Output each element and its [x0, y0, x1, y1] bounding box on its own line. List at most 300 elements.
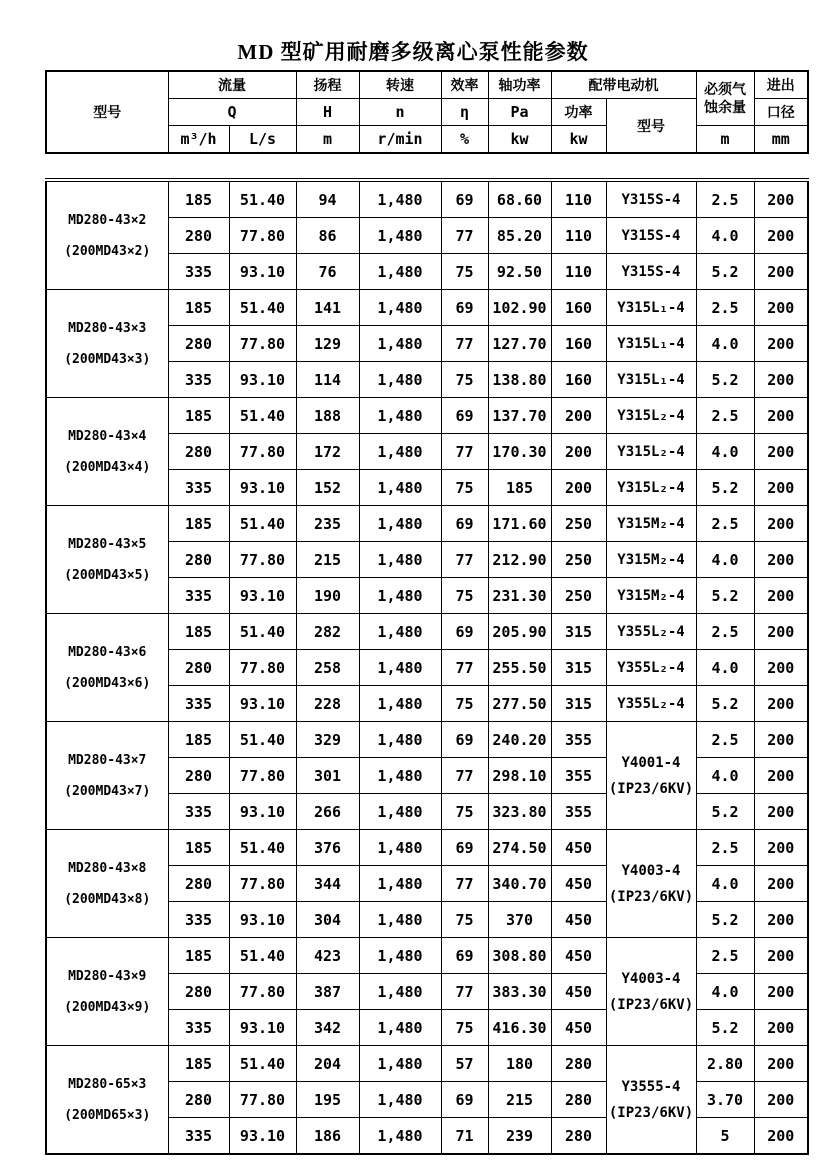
- shaft-power-cell: 239: [488, 1118, 551, 1155]
- flow-ls-cell: 93.10: [229, 1010, 296, 1046]
- head-cell: 266: [296, 794, 359, 830]
- col-header-motor-model: 型号: [606, 99, 696, 154]
- shaft-power-cell: 170.30: [488, 434, 551, 470]
- efficiency-cell: 69: [441, 614, 488, 650]
- efficiency-cell: 75: [441, 902, 488, 938]
- motor-power-cell: 250: [551, 542, 606, 578]
- flow-m3h-cell: 280: [168, 434, 229, 470]
- flow-ls-cell: 51.40: [229, 722, 296, 758]
- motor-power-cell: 450: [551, 938, 606, 974]
- flow-m3h-cell: 335: [168, 794, 229, 830]
- efficiency-symbol: η: [441, 99, 488, 126]
- col-header-head: 扬程: [296, 71, 359, 99]
- npsh-cell: 5.2: [696, 362, 754, 398]
- speed-cell: 1,480: [359, 722, 441, 758]
- motor-model-cell: Y315L₂-4: [606, 434, 696, 470]
- motor-power-cell: 315: [551, 650, 606, 686]
- efficiency-cell: 69: [441, 722, 488, 758]
- motor-model-spec: (IP23/6KV): [608, 780, 694, 797]
- port-cell: 200: [754, 902, 808, 938]
- col-header-motor-power: 功率: [551, 99, 606, 126]
- flow-ls-cell: 51.40: [229, 1046, 296, 1082]
- flow-ls-cell: 51.40: [229, 506, 296, 542]
- page-title: MD 型矿用耐磨多级离心泵性能参数: [237, 40, 589, 64]
- flow-ls-cell: 93.10: [229, 1118, 296, 1155]
- port-cell: 200: [754, 1046, 808, 1082]
- pump-model-alias: (200MD43×6): [64, 675, 151, 691]
- speed-cell: 1,480: [359, 1010, 441, 1046]
- motor-model-cell: [606, 722, 696, 830]
- efficiency-cell: 75: [441, 470, 488, 506]
- col-header-port-line2: 口径: [754, 99, 808, 126]
- pump-model-name: MD280-43×3: [68, 320, 147, 336]
- motor-power-cell: 355: [551, 758, 606, 794]
- motor-power-cell: 355: [551, 722, 606, 758]
- motor-model-name: Y4003-4: [621, 862, 681, 879]
- pump-model-cell: [46, 614, 168, 722]
- head-cell: 228: [296, 686, 359, 722]
- efficiency-cell: 77: [441, 326, 488, 362]
- head-cell: 258: [296, 650, 359, 686]
- efficiency-cell: 75: [441, 254, 488, 290]
- motor-power-cell: 110: [551, 180, 606, 218]
- header-table: [45, 70, 809, 154]
- speed-cell: 1,480: [359, 578, 441, 614]
- npsh-cell: 4.0: [696, 974, 754, 1010]
- pump-model-name: MD280-43×2: [68, 212, 147, 228]
- npsh-cell: 4.0: [696, 542, 754, 578]
- motor-model-name: Y4003-4: [621, 970, 681, 987]
- port-cell: 200: [754, 1118, 808, 1155]
- flow-ls-cell: 93.10: [229, 794, 296, 830]
- flow-m3h-cell: 280: [168, 542, 229, 578]
- port-cell: 200: [754, 398, 808, 434]
- head-cell: 188: [296, 398, 359, 434]
- port-cell: 200: [754, 542, 808, 578]
- head-symbol: H: [296, 99, 359, 126]
- flow-m3h-cell: 280: [168, 650, 229, 686]
- motor-model-cell: Y315L₂-4: [606, 470, 696, 506]
- flow-m3h-cell: 280: [168, 218, 229, 254]
- pump-model-alias: (200MD43×9): [64, 999, 151, 1015]
- speed-cell: 1,480: [359, 614, 441, 650]
- npsh-cell: 2.5: [696, 830, 754, 866]
- motor-power-cell: 315: [551, 686, 606, 722]
- shaft-power-cell: 308.80: [488, 938, 551, 974]
- flow-ls-cell: 93.10: [229, 686, 296, 722]
- pump-model-alias: (200MD43×7): [64, 783, 151, 799]
- head-cell: 204: [296, 1046, 359, 1082]
- speed-cell: 1,480: [359, 218, 441, 254]
- head-cell: 304: [296, 902, 359, 938]
- motor-model-cell: Y315M₂-4: [606, 506, 696, 542]
- pump-model-name: MD280-43×8: [68, 860, 147, 876]
- pump-model-name: MD280-43×6: [68, 644, 147, 660]
- motor-power-cell: 160: [551, 290, 606, 326]
- flow-m3h-cell: 185: [168, 830, 229, 866]
- motor-power-cell: 110: [551, 254, 606, 290]
- npsh-cell: 4.0: [696, 758, 754, 794]
- shaft-power-cell: 138.80: [488, 362, 551, 398]
- efficiency-cell: 77: [441, 434, 488, 470]
- unit-flow-ls: L/s: [229, 126, 296, 154]
- flow-ls-cell: 93.10: [229, 578, 296, 614]
- port-cell: 200: [754, 830, 808, 866]
- npsh-cell: 5.2: [696, 578, 754, 614]
- head-cell: 186: [296, 1118, 359, 1155]
- motor-power-cell: 250: [551, 506, 606, 542]
- flow-ls-cell: 77.80: [229, 218, 296, 254]
- motor-power-cell: 355: [551, 794, 606, 830]
- table-row: [46, 1046, 808, 1082]
- pump-model-cell: [46, 1046, 168, 1155]
- col-header-npsh-line1: 必须气: [704, 81, 746, 98]
- motor-model-cell: [606, 1046, 696, 1155]
- pump-model-alias: (200MD43×5): [64, 567, 151, 583]
- unit-head: m: [296, 126, 359, 154]
- motor-power-cell: 110: [551, 218, 606, 254]
- unit-speed: r/min: [359, 126, 441, 154]
- motor-power-cell: 315: [551, 614, 606, 650]
- col-header-shaft-power: 轴功率: [488, 71, 551, 99]
- flow-m3h-cell: 185: [168, 938, 229, 974]
- efficiency-cell: 69: [441, 398, 488, 434]
- efficiency-cell: 69: [441, 938, 488, 974]
- shaft-power-cell: 205.90: [488, 614, 551, 650]
- unit-efficiency: %: [441, 126, 488, 154]
- header-row-1: [46, 71, 808, 99]
- shaft-power-cell: 127.70: [488, 326, 551, 362]
- head-cell: 342: [296, 1010, 359, 1046]
- motor-model-cell: Y355L₂-4: [606, 686, 696, 722]
- col-header-port-line1: 进出: [754, 71, 808, 99]
- shaft-power-cell: 137.70: [488, 398, 551, 434]
- motor-power-cell: 280: [551, 1082, 606, 1118]
- shaft-power-cell: 277.50: [488, 686, 551, 722]
- npsh-cell: 4.0: [696, 866, 754, 902]
- unit-shaft-power: kw: [488, 126, 551, 154]
- npsh-cell: 2.5: [696, 180, 754, 218]
- npsh-cell: 4.0: [696, 326, 754, 362]
- flow-ls-cell: 51.40: [229, 398, 296, 434]
- efficiency-cell: 69: [441, 830, 488, 866]
- col-header-efficiency: 效率: [441, 71, 488, 99]
- motor-power-cell: 450: [551, 1010, 606, 1046]
- efficiency-cell: 69: [441, 180, 488, 218]
- npsh-cell: 2.5: [696, 722, 754, 758]
- head-cell: 195: [296, 1082, 359, 1118]
- npsh-cell: 5.2: [696, 686, 754, 722]
- shaft-power-cell: 274.50: [488, 830, 551, 866]
- flow-m3h-cell: 280: [168, 758, 229, 794]
- motor-model-cell: Y315S-4: [606, 254, 696, 290]
- speed-cell: 1,480: [359, 686, 441, 722]
- col-header-motor-group: 配带电动机: [551, 71, 696, 99]
- flow-m3h-cell: 185: [168, 1046, 229, 1082]
- flow-m3h-cell: 335: [168, 1118, 229, 1155]
- motor-model-cell: Y315L₁-4: [606, 362, 696, 398]
- port-cell: 200: [754, 938, 808, 974]
- flow-m3h-cell: 280: [168, 866, 229, 902]
- efficiency-cell: 77: [441, 542, 488, 578]
- flow-ls-cell: 51.40: [229, 938, 296, 974]
- pump-model-alias: (200MD43×8): [64, 891, 151, 907]
- efficiency-cell: 77: [441, 218, 488, 254]
- table-row: [46, 180, 808, 218]
- flow-symbol: Q: [168, 99, 296, 126]
- unit-flow-m3h: m³/h: [168, 126, 229, 154]
- head-cell: 114: [296, 362, 359, 398]
- motor-power-cell: 200: [551, 398, 606, 434]
- flow-ls-cell: 93.10: [229, 362, 296, 398]
- head-cell: 215: [296, 542, 359, 578]
- pump-model-cell: [46, 506, 168, 614]
- flow-m3h-cell: 185: [168, 180, 229, 218]
- efficiency-cell: 75: [441, 794, 488, 830]
- table-row: [46, 506, 808, 542]
- motor-power-cell: 200: [551, 470, 606, 506]
- port-cell: 200: [754, 1082, 808, 1118]
- speed-cell: 1,480: [359, 326, 441, 362]
- npsh-cell: 2.5: [696, 290, 754, 326]
- flow-m3h-cell: 280: [168, 1082, 229, 1118]
- efficiency-cell: 57: [441, 1046, 488, 1082]
- head-cell: 94: [296, 180, 359, 218]
- speed-cell: 1,480: [359, 938, 441, 974]
- efficiency-cell: 69: [441, 506, 488, 542]
- motor-model-spec: (IP23/6KV): [608, 1104, 694, 1121]
- motor-power-cell: 250: [551, 578, 606, 614]
- pump-model-cell: [46, 290, 168, 398]
- shaft-power-cell: 370: [488, 902, 551, 938]
- flow-ls-cell: 51.40: [229, 614, 296, 650]
- unit-port: mm: [754, 126, 808, 154]
- head-cell: 329: [296, 722, 359, 758]
- flow-ls-cell: 51.40: [229, 830, 296, 866]
- shaft-power-cell: 416.30: [488, 1010, 551, 1046]
- motor-model-cell: Y315S-4: [606, 180, 696, 218]
- motor-model-cell: Y355L₂-4: [606, 650, 696, 686]
- port-cell: 200: [754, 434, 808, 470]
- speed-cell: 1,480: [359, 470, 441, 506]
- pump-model-cell: [46, 398, 168, 506]
- efficiency-cell: 75: [441, 362, 488, 398]
- pump-model-name: MD280-43×5: [68, 536, 147, 552]
- motor-power-cell: 200: [551, 434, 606, 470]
- table-row: [46, 290, 808, 326]
- shaft-power-cell: 231.30: [488, 578, 551, 614]
- flow-m3h-cell: 185: [168, 506, 229, 542]
- flow-m3h-cell: 335: [168, 362, 229, 398]
- npsh-cell: 5: [696, 1118, 754, 1155]
- flow-m3h-cell: 185: [168, 398, 229, 434]
- port-cell: 200: [754, 722, 808, 758]
- port-cell: 200: [754, 974, 808, 1010]
- table-row: [46, 398, 808, 434]
- npsh-cell: 2.5: [696, 506, 754, 542]
- pump-model-cell: [46, 938, 168, 1046]
- npsh-cell: 4.0: [696, 650, 754, 686]
- performance-table: [45, 178, 809, 1155]
- flow-m3h-cell: 335: [168, 902, 229, 938]
- flow-ls-cell: 77.80: [229, 974, 296, 1010]
- flow-ls-cell: 93.10: [229, 470, 296, 506]
- speed-symbol: n: [359, 99, 441, 126]
- flow-m3h-cell: 335: [168, 686, 229, 722]
- shaft-power-cell: 212.90: [488, 542, 551, 578]
- pump-model-cell: [46, 830, 168, 938]
- table-row: [46, 614, 808, 650]
- motor-power-cell: 280: [551, 1046, 606, 1082]
- speed-cell: 1,480: [359, 974, 441, 1010]
- efficiency-cell: 71: [441, 1118, 488, 1155]
- flow-ls-cell: 77.80: [229, 866, 296, 902]
- flow-ls-cell: 77.80: [229, 434, 296, 470]
- col-header-npsh: [696, 71, 754, 126]
- shaft-power-cell: 102.90: [488, 290, 551, 326]
- npsh-cell: 5.2: [696, 794, 754, 830]
- port-cell: 200: [754, 578, 808, 614]
- npsh-cell: 3.70: [696, 1082, 754, 1118]
- port-cell: 200: [754, 866, 808, 902]
- head-cell: 301: [296, 758, 359, 794]
- speed-cell: 1,480: [359, 542, 441, 578]
- port-cell: 200: [754, 794, 808, 830]
- table-row: [46, 830, 808, 866]
- motor-model-name: Y3555-4: [621, 1078, 681, 1095]
- flow-ls-cell: 77.80: [229, 1082, 296, 1118]
- speed-cell: 1,480: [359, 290, 441, 326]
- speed-cell: 1,480: [359, 180, 441, 218]
- motor-power-cell: 450: [551, 974, 606, 1010]
- head-cell: 129: [296, 326, 359, 362]
- motor-model-cell: Y315L₂-4: [606, 398, 696, 434]
- head-cell: 282: [296, 614, 359, 650]
- shaft-power-cell: 180: [488, 1046, 551, 1082]
- speed-cell: 1,480: [359, 362, 441, 398]
- flow-ls-cell: 93.10: [229, 254, 296, 290]
- head-cell: 190: [296, 578, 359, 614]
- head-cell: 141: [296, 290, 359, 326]
- npsh-cell: 5.2: [696, 1010, 754, 1046]
- port-cell: 200: [754, 218, 808, 254]
- shaft-power-cell: 215: [488, 1082, 551, 1118]
- motor-model-name: Y4001-4: [621, 754, 681, 771]
- speed-cell: 1,480: [359, 434, 441, 470]
- port-cell: 200: [754, 758, 808, 794]
- pump-model-alias: (200MD43×2): [64, 243, 151, 259]
- pump-model-name: MD280-43×4: [68, 428, 147, 444]
- motor-model-cell: Y355L₂-4: [606, 614, 696, 650]
- npsh-cell: 4.0: [696, 218, 754, 254]
- unit-motor-power: kw: [551, 126, 606, 154]
- port-cell: 200: [754, 180, 808, 218]
- motor-model-cell: Y315M₂-4: [606, 578, 696, 614]
- efficiency-cell: 69: [441, 1082, 488, 1118]
- efficiency-cell: 75: [441, 686, 488, 722]
- shaft-power-cell: 171.60: [488, 506, 551, 542]
- flow-ls-cell: 51.40: [229, 180, 296, 218]
- head-cell: 86: [296, 218, 359, 254]
- motor-model-spec: (IP23/6KV): [608, 996, 694, 1013]
- table-row: [46, 722, 808, 758]
- pump-model-name: MD280-43×9: [68, 968, 147, 984]
- table-row: [46, 938, 808, 974]
- efficiency-cell: 77: [441, 974, 488, 1010]
- pump-model-alias: (200MD43×4): [64, 459, 151, 475]
- head-cell: 235: [296, 506, 359, 542]
- speed-cell: 1,480: [359, 1082, 441, 1118]
- col-header-npsh-line2: 蚀余量: [704, 99, 746, 116]
- npsh-cell: 5.2: [696, 254, 754, 290]
- motor-model-cell: [606, 830, 696, 938]
- efficiency-cell: 69: [441, 290, 488, 326]
- efficiency-cell: 75: [441, 1010, 488, 1046]
- head-cell: 376: [296, 830, 359, 866]
- col-header-speed: 转速: [359, 71, 441, 99]
- shaft-power-cell: 240.20: [488, 722, 551, 758]
- port-cell: 200: [754, 470, 808, 506]
- speed-cell: 1,480: [359, 1118, 441, 1155]
- speed-cell: 1,480: [359, 1046, 441, 1082]
- port-cell: 200: [754, 362, 808, 398]
- flow-m3h-cell: 335: [168, 470, 229, 506]
- motor-power-cell: 160: [551, 326, 606, 362]
- port-cell: 200: [754, 506, 808, 542]
- head-cell: 76: [296, 254, 359, 290]
- shaft-power-cell: 255.50: [488, 650, 551, 686]
- head-cell: 387: [296, 974, 359, 1010]
- port-cell: 200: [754, 1010, 808, 1046]
- npsh-cell: 2.5: [696, 938, 754, 974]
- speed-cell: 1,480: [359, 758, 441, 794]
- flow-m3h-cell: 280: [168, 974, 229, 1010]
- npsh-cell: 5.2: [696, 470, 754, 506]
- efficiency-cell: 77: [441, 758, 488, 794]
- shaft-power-cell: 383.30: [488, 974, 551, 1010]
- shaft-power-cell: 340.70: [488, 866, 551, 902]
- motor-model-cell: Y315L₁-4: [606, 290, 696, 326]
- flow-m3h-cell: 335: [168, 1010, 229, 1046]
- motor-model-cell: [606, 938, 696, 1046]
- speed-cell: 1,480: [359, 794, 441, 830]
- pump-model-cell: [46, 722, 168, 830]
- shaft-power-cell: 298.10: [488, 758, 551, 794]
- shaft-power-cell: 92.50: [488, 254, 551, 290]
- shaft-power-symbol: Pa: [488, 99, 551, 126]
- head-cell: 344: [296, 866, 359, 902]
- flow-ls-cell: 77.80: [229, 758, 296, 794]
- flow-m3h-cell: 335: [168, 254, 229, 290]
- npsh-cell: 2.5: [696, 398, 754, 434]
- pump-model-alias: (200MD43×3): [64, 351, 151, 367]
- speed-cell: 1,480: [359, 902, 441, 938]
- shaft-power-cell: 323.80: [488, 794, 551, 830]
- motor-power-cell: 450: [551, 830, 606, 866]
- speed-cell: 1,480: [359, 398, 441, 434]
- speed-cell: 1,480: [359, 254, 441, 290]
- head-cell: 172: [296, 434, 359, 470]
- efficiency-cell: 75: [441, 578, 488, 614]
- motor-model-cell: Y315M₂-4: [606, 542, 696, 578]
- shaft-power-cell: 68.60: [488, 180, 551, 218]
- port-cell: 200: [754, 326, 808, 362]
- motor-model-cell: Y315S-4: [606, 218, 696, 254]
- flow-ls-cell: 77.80: [229, 326, 296, 362]
- col-header-model: 型号: [46, 71, 168, 153]
- col-header-flow: 流量: [168, 71, 296, 99]
- pump-model-name: MD280-43×7: [68, 752, 147, 768]
